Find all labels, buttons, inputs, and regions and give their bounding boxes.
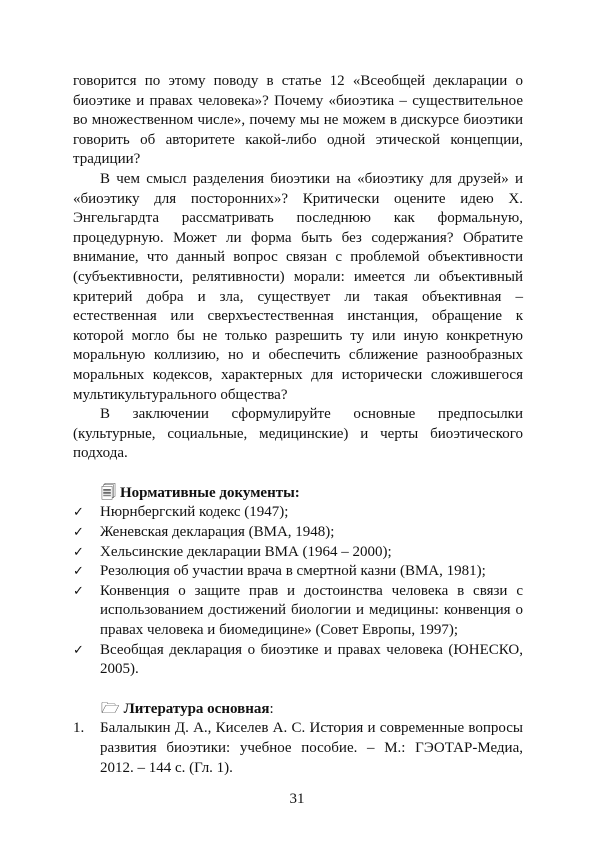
list-item: ✓ Нюрнбергский кодекс (1947); <box>73 503 523 523</box>
folder-icon: 🗁 <box>101 700 120 717</box>
checkmark-icon: ✓ <box>73 544 84 560</box>
checkmark-icon: ✓ <box>73 583 84 599</box>
page-number: 31 <box>289 791 305 807</box>
normative-heading <box>73 484 523 504</box>
page-content <box>73 72 523 778</box>
normative-title: Нормативные документы: <box>120 484 300 501</box>
list-item: ✓ Конвенция о защите прав и достоинства человека в связи с использованием достижений биологии и медицины: конвенция о правах человека и биомедицине» (Совет Европы, 1997); <box>73 582 523 639</box>
paragraph-conclusion: В заключении сформулируйте основные предпосылки (культурные, социальные, медицинские) и черты биоэтического подхода. <box>73 406 523 462</box>
checkmark-icon: ✓ <box>73 525 84 541</box>
literature-title: Литература основная <box>123 700 270 717</box>
list-item: ✓ Всеобщая декларация о биоэтике и правах человека (ЮНЕСКО, 2005). <box>73 641 523 678</box>
paragraph-bioethics-friends: В чем смысл разделения биоэтики на «биоэтику для друзей» и «биоэтику для посторонних»? Критически оцените идею Х. Энгельгардта рассматривать последнюю как формальную, процедурную. Может ли форма быть без содержания? Обратите внимание, что данный вопрос связан с проблемой объективности (субъективности, релятивности) морали: имеется ли объективный критерий добра и зла, существует ли такая объективная – естественная или сверхъестественная инстанция, обращение к которой могло бы не только разрешить ту или иную конкретную моральную коллизию, но и обеспечить сближение разнообразных моральных кодексов, характерных для исторически сложившегося мультикультурального общества? <box>73 170 523 403</box>
literature-list <box>73 719 523 778</box>
normative-list <box>73 503 523 679</box>
item-number: 1. <box>73 720 85 737</box>
literature-heading: 🗁 Литература основная: <box>101 700 274 717</box>
list-item: ✓ Женевская декларация (ВМА, 1948); <box>73 523 523 543</box>
document-icon: 🗐 <box>101 484 116 501</box>
checkmark-icon: ✓ <box>73 642 84 658</box>
list-item: ✓ Хельсинские декларации ВМА (1964 – 2000); <box>73 543 523 563</box>
checkmark-icon: ✓ <box>73 564 84 580</box>
list-item: ✓ Резолюция об участии врача в смертной казни (ВМА, 1981); <box>73 562 523 582</box>
paragraph-continuation: говорится по этому поводу в статье 12 «Всеобщей декларации о биоэтике и правах человека»? Почему «биоэтика – существительное во множественном числе», почему мы не можем в дискурсе биоэтики говорить об авторитете какой-либо одной этической концепции, традиции? <box>73 73 523 168</box>
list-item: 1. Балалыкин Д. А., Киселев А. С. История и современные вопросы развития биоэтики: учебное пособие. – М.: ГЭОТАР-Медиа, 2012. – 144 с. (Гл. 1). <box>73 720 523 776</box>
checkmark-icon: ✓ <box>73 505 84 521</box>
